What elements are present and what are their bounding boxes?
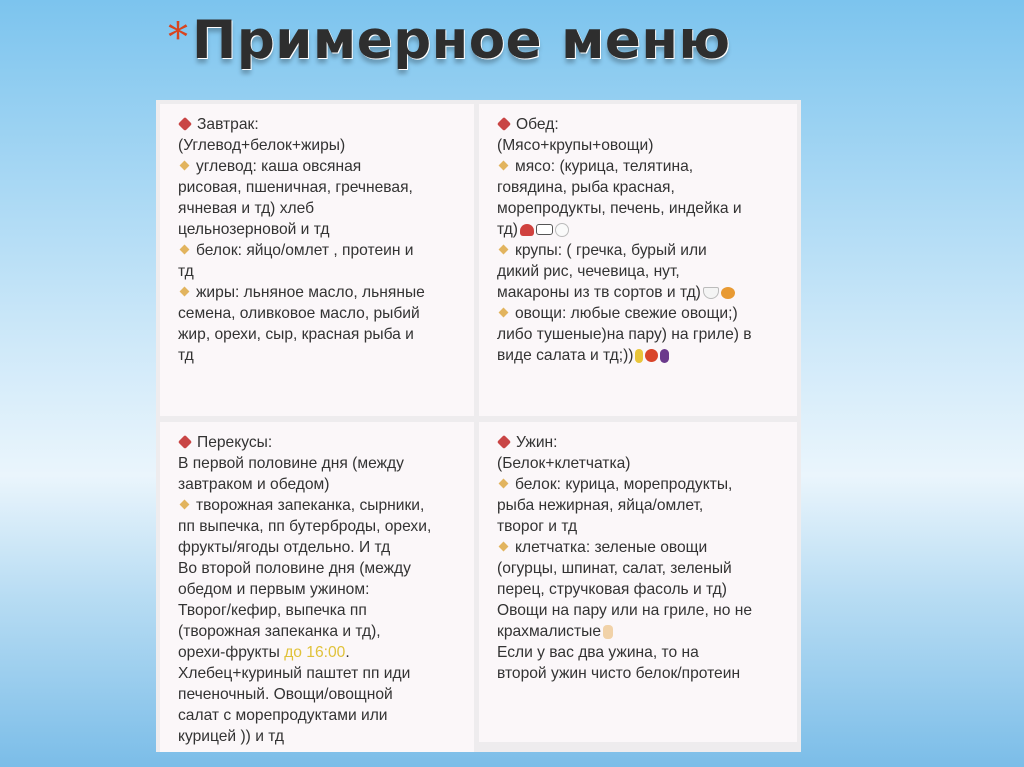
list-item: белок: курица, морепродукты, xyxy=(497,474,785,495)
text-line: творог и тд xyxy=(497,518,578,535)
text-line: дикий рис, чечевица, нут, xyxy=(497,263,680,280)
text-line: салат с морепродуктами или xyxy=(178,707,388,724)
text-line: Если у вас два ужина, то на xyxy=(497,644,699,661)
text-line: семена, оливковое масло, рыбий xyxy=(178,305,420,322)
text-line: (Белок+клетчатка) xyxy=(497,455,631,472)
orange-diamond-icon xyxy=(180,287,190,297)
list-item: овощи: любые свежие овощи;) xyxy=(497,303,785,324)
text-line: обедом и первым ужином: xyxy=(178,581,370,598)
section-heading: Перекусы: xyxy=(178,432,462,453)
text-line: (Углевод+белок+жиры) xyxy=(178,137,346,154)
orange-diamond-icon xyxy=(180,500,190,510)
menu-image xyxy=(156,100,801,752)
text-line: орехи-фрукты до 16:00. xyxy=(178,644,350,661)
red-diamond-icon xyxy=(497,435,511,449)
title-bullet-icon: * xyxy=(168,15,188,61)
text-line: курицей )) и тд xyxy=(178,728,284,745)
snacks-section xyxy=(160,422,474,752)
rooster-icon xyxy=(555,223,569,237)
list-item: жиры: льняное масло, льняные xyxy=(178,282,462,303)
text-line: перец, стручковая фасоль и тд) xyxy=(497,581,727,598)
text-line: Во второй половине дня (между xyxy=(178,560,411,577)
text-line: говядина, рыба красная, xyxy=(497,179,675,196)
orange-diamond-icon xyxy=(499,542,509,552)
cow-icon xyxy=(536,224,553,235)
list-item: белок: яйцо/омлет , протеин и xyxy=(178,240,462,261)
page-title: Примерное меню xyxy=(192,10,731,71)
time-highlight: до 16:00 xyxy=(284,644,346,661)
red-diamond-icon xyxy=(497,117,511,131)
text-line: виде салата и тд;)) xyxy=(497,345,785,366)
orange-diamond-icon xyxy=(499,308,509,318)
text-line: Овощи на пару или на гриле, но не xyxy=(497,602,753,619)
list-item: творожная запеканка, сырники, xyxy=(178,495,462,516)
text-line: крахмалистые xyxy=(497,621,785,642)
victory-hand-icon xyxy=(603,625,613,639)
text-line: второй ужин чисто белок/протеин xyxy=(497,665,741,682)
eggplant-icon xyxy=(660,349,669,363)
list-item: мясо: (курица, телятина, xyxy=(497,156,785,177)
list-item: углевод: каша овсяная xyxy=(178,156,462,177)
text-line: тд) xyxy=(497,219,785,240)
text-line: (творожная запеканка и тд), xyxy=(178,623,381,640)
list-item: крупы: ( гречка, бурый или xyxy=(497,240,785,261)
text-line: рыба нежирная, яйца/омлет, xyxy=(497,497,704,514)
orange-diamond-icon xyxy=(499,479,509,489)
text-line: макароны из тв сортов и тд) xyxy=(497,282,785,303)
text-line: пп выпечка, пп бутерброды, орехи, xyxy=(178,518,432,535)
text-line: В первой половине дня (между xyxy=(178,455,404,472)
text-line: либо тушеные)на пару) на гриле) в xyxy=(497,326,752,343)
text-line: фрукты/ягоды отдельно. И тд xyxy=(178,539,391,556)
section-heading: Завтрак: xyxy=(178,114,462,135)
section-heading: Обед: xyxy=(497,114,785,135)
corn-icon xyxy=(635,349,643,363)
text-line: рисовая, пшеничная, гречневая, xyxy=(178,179,413,196)
list-item: клетчатка: зеленые овощи xyxy=(497,537,785,558)
orange-diamond-icon xyxy=(180,161,190,171)
orange-diamond-icon xyxy=(499,245,509,255)
text-line: Хлебец+куриный паштет пп иди xyxy=(178,665,411,682)
text-line: тд xyxy=(178,263,194,280)
text-line: (Мясо+крупы+овощи) xyxy=(497,137,654,154)
text-line: морепродукты, печень, индейка и xyxy=(497,200,742,217)
text-line: тд xyxy=(178,347,194,364)
rice-bowl-icon xyxy=(703,287,719,299)
text-line: Творог/кефир, выпечка пп xyxy=(178,602,367,619)
red-diamond-icon xyxy=(178,117,192,131)
breakfast-section xyxy=(160,104,474,416)
section-heading: Ужин: xyxy=(497,432,785,453)
text-line: завтраком и обедом) xyxy=(178,476,330,493)
text-line: (огурцы, шпинат, салат, зеленый xyxy=(497,560,732,577)
orange-diamond-icon xyxy=(180,245,190,255)
orange-diamond-icon xyxy=(499,161,509,171)
octopus-icon xyxy=(520,224,534,236)
lunch-section xyxy=(479,104,797,416)
dinner-section xyxy=(479,422,797,742)
slide-title xyxy=(168,12,730,92)
spaghetti-icon xyxy=(721,287,735,299)
red-diamond-icon xyxy=(178,435,192,449)
text-line: жир, орехи, сыр, красная рыба и xyxy=(178,326,414,343)
text-line: ячневая и тд) хлеб xyxy=(178,200,315,217)
text-line: цельнозерновой и тд xyxy=(178,221,330,238)
text-line: печеночный. Овощи/овощной xyxy=(178,686,393,703)
tomato-icon xyxy=(645,349,658,362)
